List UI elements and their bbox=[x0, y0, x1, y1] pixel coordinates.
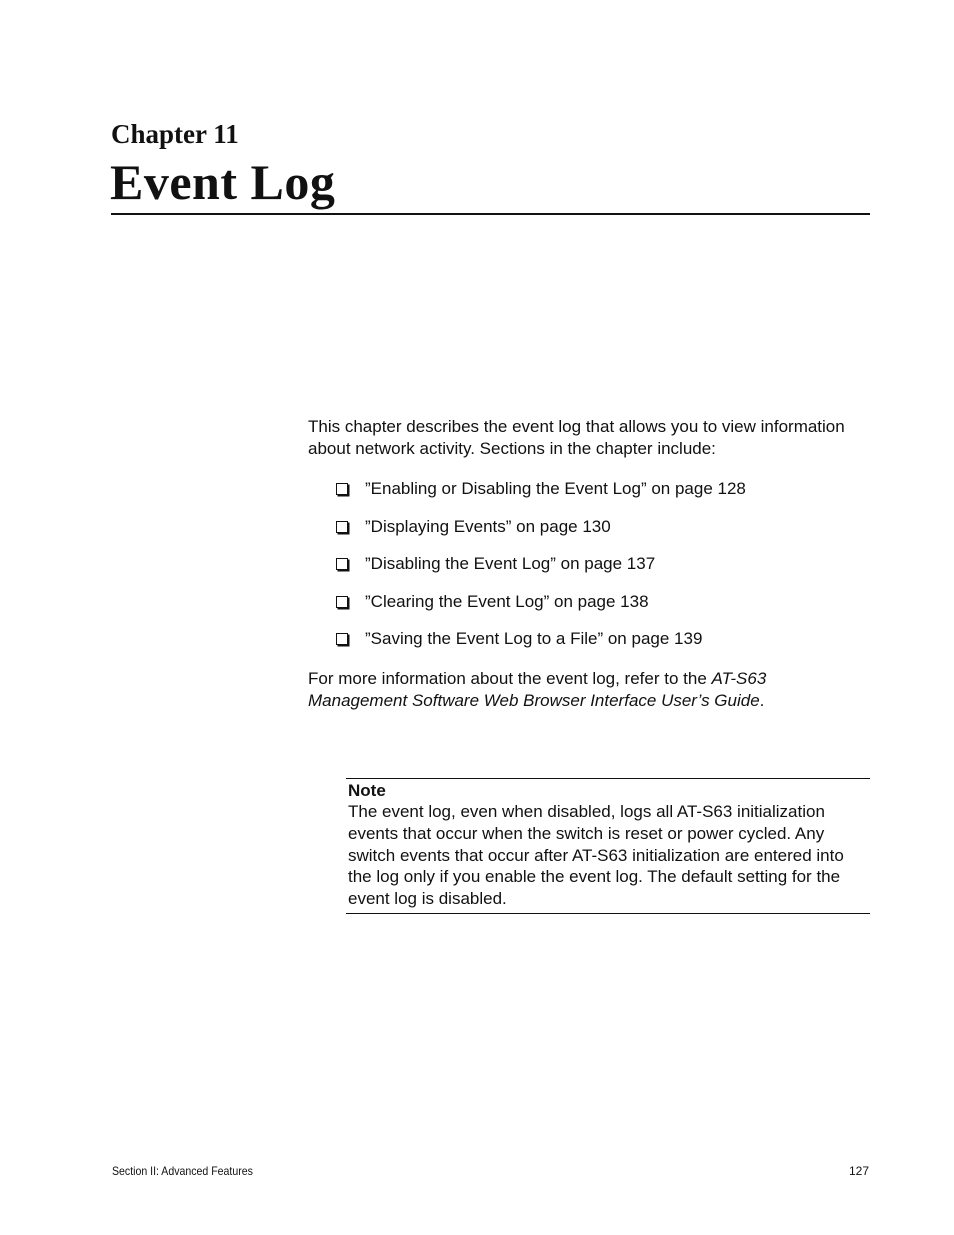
list-item[interactable] bbox=[336, 591, 876, 613]
list-item[interactable] bbox=[336, 628, 876, 650]
checkbox-bullet-icon bbox=[336, 558, 348, 570]
footer-page-number: 127 bbox=[848, 1164, 869, 1178]
more-info-paragraph bbox=[308, 668, 868, 712]
checkbox-bullet-icon bbox=[336, 521, 348, 533]
note-text: The event log, even when disabled, logs all AT-S63 initialization events that occur when the switch is reset or power cycled. Any switch events that occur after AT-S63 initialization are entered into the log only if you enable the event log. The default setting for the event log is disabled. bbox=[348, 802, 844, 909]
title-rule bbox=[111, 213, 870, 215]
section-link[interactable]: ”Displaying Events” on page 130 bbox=[365, 516, 611, 536]
note-heading: Note bbox=[348, 781, 386, 800]
list-item[interactable] bbox=[336, 516, 876, 538]
list-item[interactable] bbox=[336, 478, 876, 500]
checkbox-bullet-icon bbox=[336, 596, 348, 608]
guide-title: AT-S63 Management Software Web Browser Interface User’s Guide bbox=[308, 669, 767, 710]
section-link[interactable]: ”Saving the Event Log to a File” on page 139 bbox=[365, 629, 703, 648]
note-box bbox=[346, 778, 870, 914]
section-link[interactable]: ”Clearing the Event Log” on page 138 bbox=[365, 591, 649, 611]
section-list bbox=[336, 478, 876, 666]
checkbox-bullet-icon bbox=[336, 483, 348, 495]
section-link[interactable]: ”Enabling or Disabling the Event Log” on page 128 bbox=[365, 479, 746, 498]
chapter-label: Chapter 11 bbox=[111, 119, 239, 149]
checkbox-bullet-icon bbox=[336, 633, 348, 645]
more-info-prefix: For more information about the event log, refer to the bbox=[308, 669, 712, 688]
section-link[interactable]: ”Disabling the Event Log” on page 137 bbox=[365, 554, 656, 573]
intro-paragraph: This chapter describes the event log that allows you to view information about network activity. Sections in the chapter include: bbox=[308, 417, 845, 458]
footer-section-name: Section II: Advanced Features bbox=[112, 1164, 253, 1178]
list-item[interactable] bbox=[336, 553, 876, 575]
more-info-suffix: . bbox=[759, 691, 765, 710]
chapter-title: Event Log bbox=[110, 154, 336, 210]
